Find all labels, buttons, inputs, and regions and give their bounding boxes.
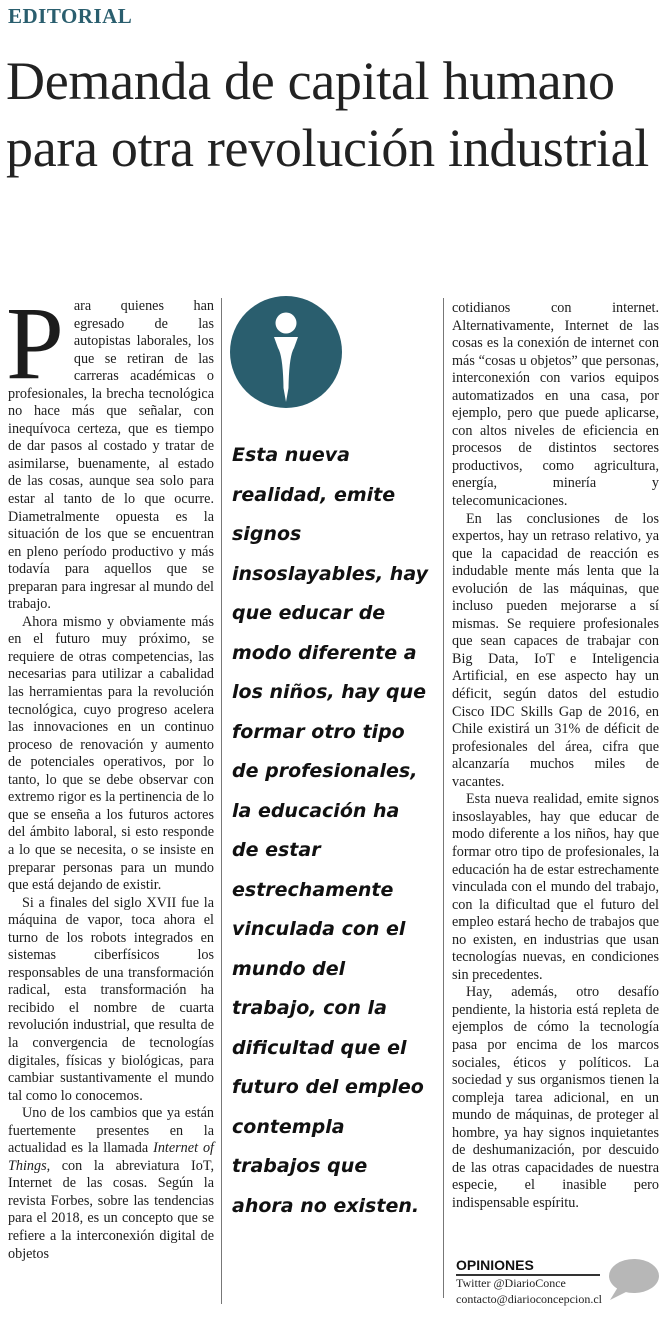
paragraph: cotidianos con internet. Alternativamente, Internet de las cosas es la conexión de internet con más “cosas u objetos” que personas, interconexión con varios equipos automatizados en una casa, por ejemplo, pero que puede aplicarse, con altos niveles de eficiencia en procesos de distintos sectores productivos, como agricultura, energía, minería y telecomunicaciones. [452, 300, 659, 510]
column-divider [443, 298, 444, 1298]
contact-email: contacto@diarioconcepcion.cl [456, 1292, 602, 1306]
article-column-1 [6, 286, 214, 1263]
paragraph-text: ara quienes han egresado de las autopistas laborales, los que se retiran de las carreras académicas o profesionales, la brecha tecnológica no hace más que señalar, con inequívoca certeza, que es tiempo de dar pasos al costado y tratar de asimilarse, buenamente, al estado de las cosas, aunque sea solo para estar al tanto de lo que ocurre. Diametralmente opuesta es la situación de los que se encuentran en pleno período productivo y más todavía para aquellos que se preparan para ingresar al mundo del trabajo. [8, 298, 214, 613]
info-logo-icon [230, 296, 342, 408]
paragraph: Hay, además, otro desafío pendiente, la historia está repleta de ejemplos de cómo la tecnología pasa por encima de los marcos sociales, éticos y políticos. La sociedad y sus organismos tienen la compleja tarea adicional, en un mundo de máquinas, de proteger al hombre, ya hay signos inquietantes de deshumanización, por descuido de las otras capacidades de nuestra especie, el inasible pero indispensable espíritu. [452, 984, 659, 1211]
paragraph: Esta nueva realidad, emite signos insoslayables, hay que educar de modo diferente a los niños, hay que formar otro tipo de profesionales, la educación ha de estar estrechamente vinculada con el mundo del trabajo, con la dificultad que el futuro del empleo estará hecho de trabajos que no existen, en industrias que usan tecnologías nuevas, en condiciones sin precedentes. [452, 791, 659, 983]
pull-quote: Esta nueva realidad, emite signos insoslayables, hay que educar de modo diferente a los niños, hay que formar otro tipo de profesionales, la educación ha de estar estrechamente vinculada con el mundo del trabajo, con la dificultad que el futuro del empleo contempla trabajos que ahora no existen. [232, 444, 428, 1217]
section-label: EDITORIAL [8, 4, 133, 28]
paragraph: Ahora mismo y obviamente más en el futuro muy próximo, se requiere de otras competencias, las necesarias para utilizar a cabalidad las herramientas para la revolución tecnológica, cuyo progreso acelera las innovaciones en un continuo proceso de renovación y aumento de potenciales operativos, por lo tanto, lo que se debe observar con extremo rigor es la pertinencia de lo que se enseña a los futuros actores del ámbito laboral, si esto responde a lo que se necesita, o se insiste en preparar personas para un mundo que está dejando de existir. [8, 613, 214, 894]
paragraph: En las conclusiones de los expertos, hay un retraso relativo, ya que la capacidad de reacción es indudable mente más lenta que la evolución de las máquinas, que incluso pueden mejorarse a sí mismas. Se requiere profesionales que sean capaces de trabajar con Big Data, IoT e Inteligencia Artificial, en ese aspecto hay un déficit, según datos del estudio Cisco IDC Skills Gap de 2016, en Chile existirá un 31% de déficit de profesionales del área, cifra que alcanzaría muchos miles de vacantes. [452, 510, 659, 790]
drop-cap: P [6, 286, 64, 401]
column-divider [221, 298, 222, 1304]
paragraph: Si a finales del siglo XVII fue la máquina de vapor, toca ahora el turno de los robots integrados en sistemas ciberfísicos los responsables de una transformación radical, esta transformación ha recibido el nombre de cuarta revolución industrial, que resulta de la convergencia de tecnologías digitales, físicas y biológicas, para cambiar sustantivamente el mundo tal como lo conocemos. [8, 894, 214, 1104]
paragraph [8, 1105, 214, 1263]
paragraph [6, 286, 214, 614]
twitter-handle: Twitter @DiarioConce [456, 1276, 566, 1290]
speech-bubble-icon [604, 1256, 660, 1302]
paragraph-text: Uno de los cambios que ya están fuertemente presentes en la actualidad es la llamada [8, 1105, 214, 1157]
paragraph-text: , con la abreviatura IoT, Internet de las cosas. Según la revista Forbes, sobre las tendencias para el 2018, es un concepto que se refiere a la interconexión digital de objetos [8, 1157, 214, 1262]
headline: Demanda de capital humano para otra revolución industrial [6, 51, 649, 178]
opinions-label: OPINIONES [456, 1257, 534, 1273]
article-column-3 [452, 300, 659, 1212]
emphasis-text: Internet of Things [8, 1140, 214, 1174]
